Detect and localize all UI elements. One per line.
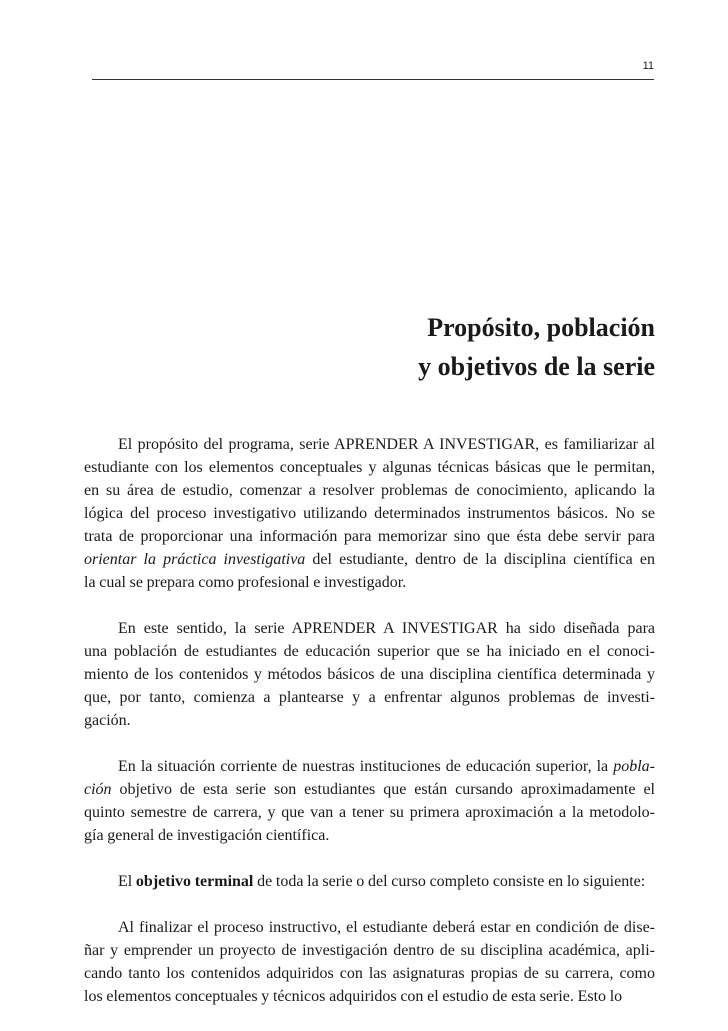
paragraph (84, 617, 655, 732)
text-line (84, 801, 655, 824)
text-line (84, 916, 655, 939)
text-segment: Al finalizar el proceso instructivo, el estudiante deberá estar en condición de dise- (118, 919, 655, 936)
text-segment: los elementos conceptuales y técnicos adquiridos con el estudio de esta serie. Esto lo (84, 988, 623, 1005)
text-segment: En la situación corriente de nuestras instituciones de educación superior, la (118, 758, 614, 775)
text-segment: ñar y emprender un proyecto de investigación dentro de su disciplina académica, apli- (84, 942, 655, 959)
text-segment: En este sentido, la serie APRENDER A INVESTIGAR ha sido diseñada para (118, 620, 655, 637)
text-line (84, 502, 655, 525)
text-line (84, 824, 655, 847)
text-line (84, 571, 655, 594)
text-segment: la cual se prepara como profesional e investigador. (84, 574, 407, 591)
text-line (84, 870, 655, 893)
page-number: 11 (642, 60, 654, 72)
text-segment: del estudiante, dentro de la disciplina científica en (305, 551, 655, 568)
italic-text: pobla- (613, 758, 655, 775)
bold-text: objetivo terminal (135, 873, 254, 890)
text-line (84, 709, 655, 732)
text-line (84, 456, 655, 479)
text-line (84, 525, 655, 548)
section-title (418, 308, 655, 386)
text-segment: El (118, 873, 136, 890)
section-title-line-1: Propósito, población (427, 313, 655, 342)
text-segment: en su área de estudio, comenzar a resolver problemas de conocimiento, aplicando la (84, 482, 655, 499)
text-line (84, 617, 655, 640)
header-rule (92, 79, 654, 80)
text-segment: estudiante con los elementos conceptuales y algunas técnicas básicas que le permitan, (84, 459, 655, 476)
text-segment: trata de proporcionar una información para memorizar sino que ésta debe servir para (84, 528, 655, 545)
paragraph (84, 870, 655, 893)
paragraph (84, 433, 655, 594)
paragraph (84, 755, 655, 847)
text-segment: una población de estudiantes de educación superior que se ha iniciado en el conoci- (84, 643, 655, 660)
text-segment: gía general de investigación científica. (84, 827, 330, 844)
text-segment: miento de los contenidos y métodos básicos de una disciplina científica determinada y (84, 666, 655, 683)
text-segment: lógica del proceso investigativo utilizando determinados instrumentos básicos. No se (84, 505, 655, 522)
text-segment: de toda la serie o del curso completo consiste en lo siguiente: (253, 873, 646, 890)
section-title-line-2: y objetivos de la serie (418, 352, 655, 381)
body-text (84, 433, 655, 1031)
text-line (84, 479, 655, 502)
text-line (84, 962, 655, 985)
text-line (84, 686, 655, 709)
italic-text: ción (84, 781, 112, 798)
text-line (84, 433, 655, 456)
paragraph (84, 916, 655, 1008)
text-line (84, 985, 655, 1008)
text-line (84, 548, 655, 571)
text-line (84, 755, 655, 778)
text-line (84, 663, 655, 686)
text-segment: que, por tanto, comienza a plantearse y a enfrentar algunos problemas de investi- (84, 689, 655, 706)
text-line (84, 939, 655, 962)
text-segment: cando tanto los contenidos adquiridos con las asignaturas propias de su carrera, como (84, 965, 655, 982)
text-segment: objetivo de esta serie son estudiantes que están cursando aproximadamente el (111, 781, 655, 798)
text-line (84, 778, 655, 801)
text-segment: gación. (84, 712, 131, 729)
text-segment: quinto semestre de carrera, y que van a tener su primera aproximación a la metodolo- (84, 804, 655, 821)
text-segment: El propósito del programa, serie APRENDER A INVESTIGAR, es familiarizar al (118, 436, 655, 453)
text-line (84, 640, 655, 663)
italic-text: orientar la práctica investigativa (84, 551, 306, 568)
